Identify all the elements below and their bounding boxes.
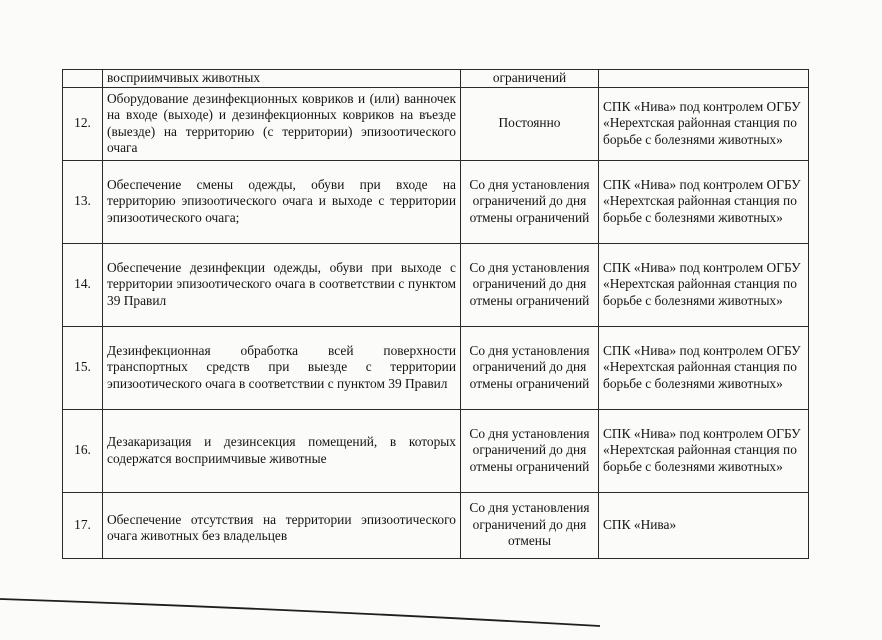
row-responsible: СПК «Нива» под контролем ОГБУ «Нерехтская районная станция по борьбе с болезнями животных»: [599, 87, 809, 160]
row-responsible: СПК «Нива»: [599, 492, 809, 558]
row-term: Со дня установления ограничений до дня отмены ограничений: [461, 243, 599, 326]
row-description: Оборудование дезинфекционных ковриков и (или) ванночек на входе (выходе) и дезинфекционных ковриков на въезде (выезде) на территорию (с территории) эпизоотического очага: [103, 87, 461, 160]
table-row-continuation: [63, 70, 809, 88]
row-description: Обеспечение дезинфекции одежды, обуви при выходе с территории эпизоотического очага в соответствии с пунктом 39 Правил: [103, 243, 461, 326]
row-responsible: СПК «Нива» под контролем ОГБУ «Нерехтская районная станция по борьбе с болезнями животных»: [599, 243, 809, 326]
row-term: Со дня установления ограничений до дня отмены ограничений: [461, 409, 599, 492]
row-term: Со дня установления ограничений до дня отмены: [461, 492, 599, 558]
row-term: Постоянно: [461, 87, 599, 160]
row-responsible: [599, 70, 809, 88]
row-number: 13.: [63, 160, 103, 243]
row-number: 16.: [63, 409, 103, 492]
table-row: [63, 409, 809, 492]
measures-table: [62, 69, 809, 559]
table-row: [63, 160, 809, 243]
table-row: [63, 87, 809, 160]
row-description: восприимчивых животных: [103, 70, 461, 88]
row-term: Со дня установления ограничений до дня отмены ограничений: [461, 160, 599, 243]
table-row: [63, 492, 809, 558]
row-description: Дезинфекционная обработка всей поверхности транспортных средств при выезде с территории эпизоотического очага в соответствии с пунктом 39 Правил: [103, 326, 461, 409]
row-description: Обеспечение отсутствия на территории эпизоотического очага животных без владельцев: [103, 492, 461, 558]
row-number: 14.: [63, 243, 103, 326]
row-responsible: СПК «Нива» под контролем ОГБУ «Нерехтская районная станция по борьбе с болезнями животных»: [599, 326, 809, 409]
row-description: Дезакаризация и дезинсекция помещений, в которых содержатся восприимчивые животные: [103, 409, 461, 492]
table-row: [63, 243, 809, 326]
row-responsible: СПК «Нива» под контролем ОГБУ «Нерехтская районная станция по борьбе с болезнями животных»: [599, 160, 809, 243]
row-number: 17.: [63, 492, 103, 558]
table-row: [63, 326, 809, 409]
row-number: 15.: [63, 326, 103, 409]
row-number-cell: [63, 70, 103, 88]
row-number: 12.: [63, 87, 103, 160]
row-term: Со дня установления ограничений до дня отмены ограничений: [461, 326, 599, 409]
row-responsible: СПК «Нива» под контролем ОГБУ «Нерехтская районная станция по борьбе с болезнями животных»: [599, 409, 809, 492]
scan-edge-line: [0, 596, 600, 628]
row-description: Обеспечение смены одежды, обуви при входе на территорию эпизоотического очага и выходе с территории эпизоотического очага;: [103, 160, 461, 243]
row-term: ограничений: [461, 70, 599, 88]
